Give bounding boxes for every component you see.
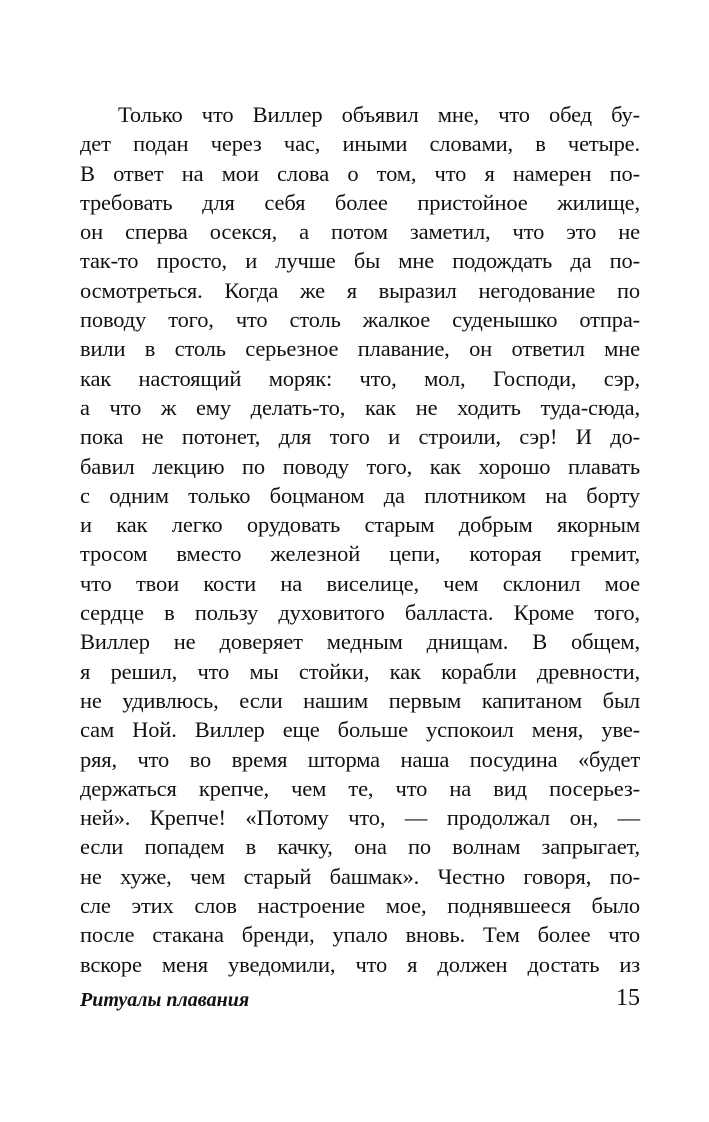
text-line: Виллер не доверяет медным днищам. В общем, (80, 629, 640, 655)
text-line: я решил, что мы стойки, как корабли древности, (80, 658, 640, 684)
text-line: требовать для себя более пристойное жилище, (80, 189, 640, 215)
text-line: держаться крепче, чем те, что на вид посерьез- (80, 775, 640, 801)
text-line: с одним только боцманом да плотником на борту (80, 482, 640, 508)
text-line: а что ж ему делать-то, как не ходить туда-сюда, (80, 394, 640, 420)
text-line: сле этих слов настроение мое, поднявшееся было (80, 893, 640, 919)
running-footer-title: Ритуалы плавания (80, 989, 250, 1011)
text-line: не хуже, чем старый башмак». Честно говоря, по- (80, 863, 640, 889)
text-line: что твои кости на виселице, чем склонил мое (80, 570, 640, 596)
text-line: осмотреться. Когда же я выразил негодование по (80, 277, 640, 303)
text-line: так-то просто, и лучше бы мне подождать да по- (80, 248, 640, 274)
text-line: он сперва осекся, а потом заметил, что это не (80, 219, 640, 245)
text-line: дет подан через час, иными словами, в четыре. (80, 131, 640, 157)
page-number: 15 (616, 985, 640, 1011)
text-line: пока не потонет, для того и строили, сэр! И до- (80, 424, 640, 450)
text-line: если попадем в качку, она по волнам запрыгает, (80, 834, 640, 860)
text-line: после стакана бренди, упало вновь. Тем более что (80, 922, 640, 948)
text-line: сам Ной. Виллер еще больше успокоил меня, уве- (80, 717, 640, 743)
text-line: и как легко орудовать старым добрым якорным (80, 512, 640, 538)
text-line: В ответ на мои слова о том, что я намерен по- (80, 160, 640, 186)
text-line: бавил лекцию по поводу того, как хорошо плавать (80, 453, 640, 479)
text-line: вскоре меня уведомили, что я должен достать из (80, 951, 640, 977)
text-line: ней». Крепче! «Потому что, — продолжал он, — (80, 805, 640, 831)
text-line: не удивлюсь, если нашим первым капитаном был (80, 687, 640, 713)
text-line: сердце в пользу духовитого балласта. Кроме того, (80, 600, 640, 626)
text-line: поводу того, что столь жалкое суденышко отпра- (80, 307, 640, 333)
text-line: ряя, что во время шторма наша посудина «будет (80, 746, 640, 772)
body-text (80, 100, 640, 979)
text-line: Только что Виллер объявил мне, что обед бу- (118, 102, 640, 127)
text-line: как настоящий моряк: что, мол, Господи, сэр, (80, 365, 640, 391)
text-line: вили в столь серьезное плавание, он ответил мне (80, 336, 640, 362)
text-line: тросом вместо железной цепи, которая гремит, (80, 541, 640, 567)
